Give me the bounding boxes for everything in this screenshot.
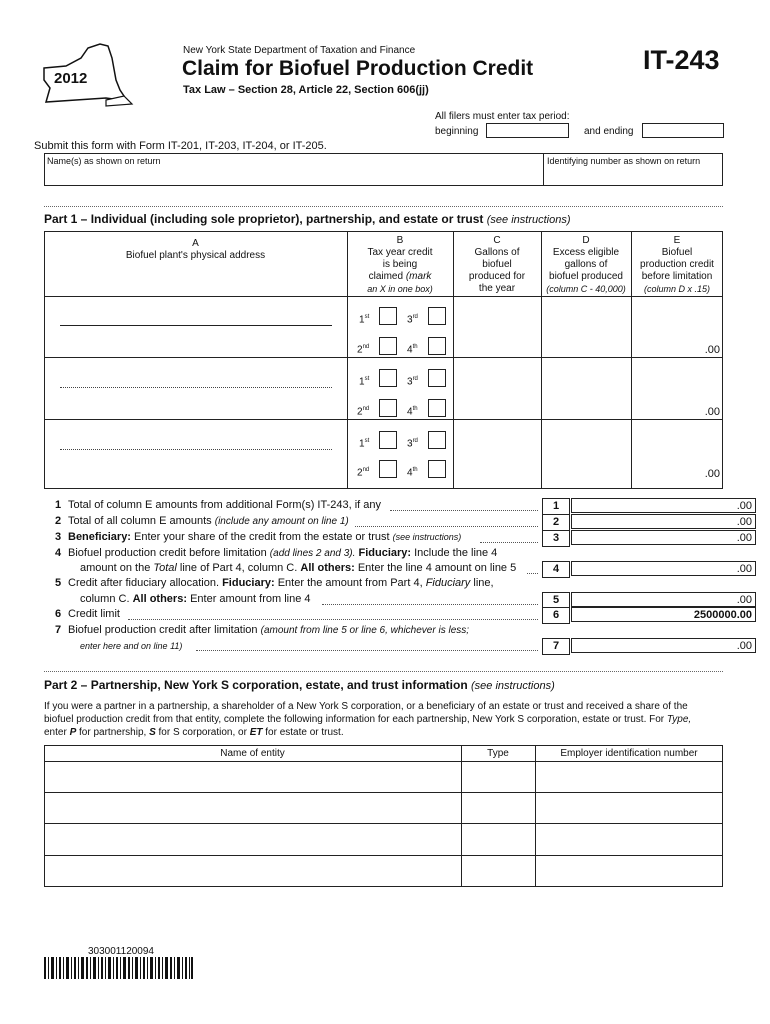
col-c-letter: C	[493, 235, 501, 246]
line2-text: Total of all column E amounts (include any amount on line 1)	[68, 515, 349, 527]
col-b-line3: claimed	[368, 271, 404, 282]
row1-credit-amount[interactable]: .00	[704, 344, 720, 356]
line3-text: Beneficiary: Enter your share of the credit from the estate or trust (see instructions)	[68, 531, 462, 543]
line5-text-cont: column C. All others: Enter amount from line 4	[80, 593, 311, 605]
q3-checkbox-row2[interactable]	[428, 369, 446, 387]
tax-period-note: All filers must enter tax period:	[435, 111, 570, 122]
q4-label-row2: 4th	[407, 406, 418, 418]
line5-text: Credit after fiduciary allocation. Fiduciary: Enter the amount from Part 4, Fiduciary line,	[68, 577, 494, 589]
col-a-letter: A	[192, 238, 199, 249]
q4-label-row3: 4th	[407, 467, 418, 479]
q3-checkbox-row1[interactable]	[428, 307, 446, 325]
beginning-label: beginning	[435, 126, 479, 137]
line4-amount[interactable]: .00	[571, 561, 756, 576]
q1-label-row2: 1st	[359, 376, 370, 388]
col-b-line1: Tax year credit	[367, 247, 433, 258]
col-d-line2: gallons of	[564, 259, 608, 270]
part2-table	[44, 745, 723, 887]
form-year: 2012	[54, 70, 88, 87]
line7-num: 7	[55, 624, 62, 636]
line7-box-number: 7	[542, 638, 570, 655]
line7-note2: enter here and on line 11)	[80, 641, 183, 651]
row2-credit-amount[interactable]: .00	[704, 406, 720, 418]
address-line-2[interactable]	[60, 387, 332, 388]
address-line-1[interactable]	[60, 325, 332, 326]
q2-checkbox-row1[interactable]	[379, 337, 397, 355]
part2-intro: If you were a partner in a partnership, a shareholder of a New York S corporation, or a beneficiary of an estate or trust and received a share of the biofuel production credit from that entity, complete the following information for each partnership, New York S corporation, estate or trust. For Type, enter P for partnership, S for S corporation, or ET for estate or trust.	[44, 701, 692, 738]
col-c-line1: Gallons of	[474, 247, 520, 258]
line3-amount[interactable]: .00	[571, 530, 756, 545]
address-line-3[interactable]	[60, 449, 332, 450]
col-d-line4: (column C - 40,000)	[546, 284, 626, 294]
part1-title: Part 1 – Individual (including sole proprietor), partnership, and estate or trust (see instructions)	[44, 212, 571, 226]
line2-num: 2	[55, 515, 62, 527]
q1-checkbox-row1[interactable]	[379, 307, 397, 325]
q3-label-row1: 3rd	[407, 314, 418, 326]
q1-checkbox-row3[interactable]	[379, 431, 397, 449]
names-input[interactable]	[48, 168, 542, 185]
col-e-line1: Biofuel	[661, 247, 693, 258]
agency-name: New York State Department of Taxation and Finance	[183, 45, 416, 56]
ending-label: and ending	[584, 126, 634, 137]
line4-box-number: 4	[542, 561, 570, 578]
q1-checkbox-row2[interactable]	[379, 369, 397, 387]
col-c-line2: biofuel	[482, 259, 512, 270]
line1-amount[interactable]: .00	[571, 498, 756, 513]
col-e-letter: E	[673, 235, 681, 246]
col-d-line1: Excess eligible	[552, 247, 620, 258]
q1-label-row1: 1st	[359, 314, 370, 326]
q2-checkbox-row2[interactable]	[379, 399, 397, 417]
col-b-line3-it: (mark	[405, 271, 432, 282]
q3-checkbox-row3[interactable]	[428, 431, 446, 449]
col-type: Type	[487, 748, 509, 759]
line1-box-number: 1	[542, 498, 570, 515]
q1-label-row3: 1st	[359, 438, 370, 450]
col-c-line3: produced for	[468, 271, 526, 282]
q4-checkbox-row1[interactable]	[428, 337, 446, 355]
col-b-line4: an X in one box)	[367, 284, 433, 294]
tax-period-beginning-input[interactable]	[486, 123, 569, 138]
line2-amount[interactable]: .00	[571, 514, 756, 529]
line5-box-number: 5	[542, 592, 570, 609]
submit-note: Submit this form with Form IT-201, IT-203, IT-204, or IT-205.	[34, 140, 327, 152]
id-label: Identifying number as shown on return	[547, 156, 701, 166]
form-title: Claim for Biofuel Production Credit	[182, 57, 534, 80]
col-b-line2: is being	[382, 259, 418, 270]
barcode-icon	[44, 957, 194, 979]
col-d-line3: biofuel produced	[549, 271, 623, 282]
col-a-label: Biofuel plant's physical address	[125, 250, 266, 261]
line3-box-number: 3	[542, 530, 570, 547]
form-id: IT-243	[643, 45, 720, 75]
identifying-number-input[interactable]	[548, 168, 722, 185]
col-ein: Employer identification number	[560, 748, 698, 759]
line3-num: 3	[55, 531, 62, 543]
line2-box-number: 2	[542, 514, 570, 531]
line7-text: Biofuel production credit after limitation (amount from line 5 or line 6, whichever is less;	[68, 624, 470, 636]
col-e-line3: before limitation	[641, 271, 713, 282]
q2-label-row2: 2nd	[357, 406, 370, 418]
q4-checkbox-row3[interactable]	[428, 460, 446, 478]
q3-label-row2: 3rd	[407, 376, 418, 388]
col-e-line2: production credit	[640, 259, 714, 270]
col-e-line4: (column D x .15)	[643, 284, 711, 294]
line7-amount[interactable]: .00	[571, 638, 756, 653]
barcode-number: 303001120094	[88, 946, 154, 957]
line6-box-number: 6	[542, 607, 570, 624]
part2-title: Part 2 – Partnership, New York S corporation, estate, and trust information (see instructions)	[44, 678, 555, 692]
line4-num: 4	[55, 547, 62, 559]
col-b-letter: B	[396, 235, 404, 246]
col-c-line4: the year	[478, 283, 516, 294]
line4-text-cont: amount on the Total line of Part 4, column C. All others: Enter the line 4 amount on line 5	[80, 562, 517, 574]
tax-period-ending-input[interactable]	[642, 123, 724, 138]
q3-label-row3: 3rd	[407, 438, 418, 450]
line6-amount[interactable]: 2500000.00	[571, 607, 756, 622]
line4-text: Biofuel production credit before limitation (add lines 2 and 3). Fiduciary: Include the line 4	[68, 547, 498, 559]
col-d-letter: D	[582, 235, 590, 246]
line1-text: Total of column E amounts from additional Form(s) IT-243, if any	[68, 499, 382, 511]
q2-label-row3: 2nd	[357, 467, 370, 479]
q4-label-row1: 4th	[407, 344, 418, 356]
q2-checkbox-row3[interactable]	[379, 460, 397, 478]
line5-num: 5	[55, 577, 62, 589]
col-entity-name: Name of entity	[220, 748, 285, 759]
law-reference: Tax Law – Section 28, Article 22, Section 606(jj)	[183, 84, 429, 96]
line6-num: 6	[55, 608, 62, 620]
line6-text: Credit limit	[68, 608, 120, 620]
row3-credit-amount[interactable]: .00	[704, 468, 720, 480]
q2-label-row1: 2nd	[357, 344, 370, 356]
q4-checkbox-row2[interactable]	[428, 399, 446, 417]
names-label: Name(s) as shown on return	[47, 156, 161, 166]
line1-num: 1	[55, 499, 62, 511]
line5-amount[interactable]: .00	[571, 592, 756, 607]
